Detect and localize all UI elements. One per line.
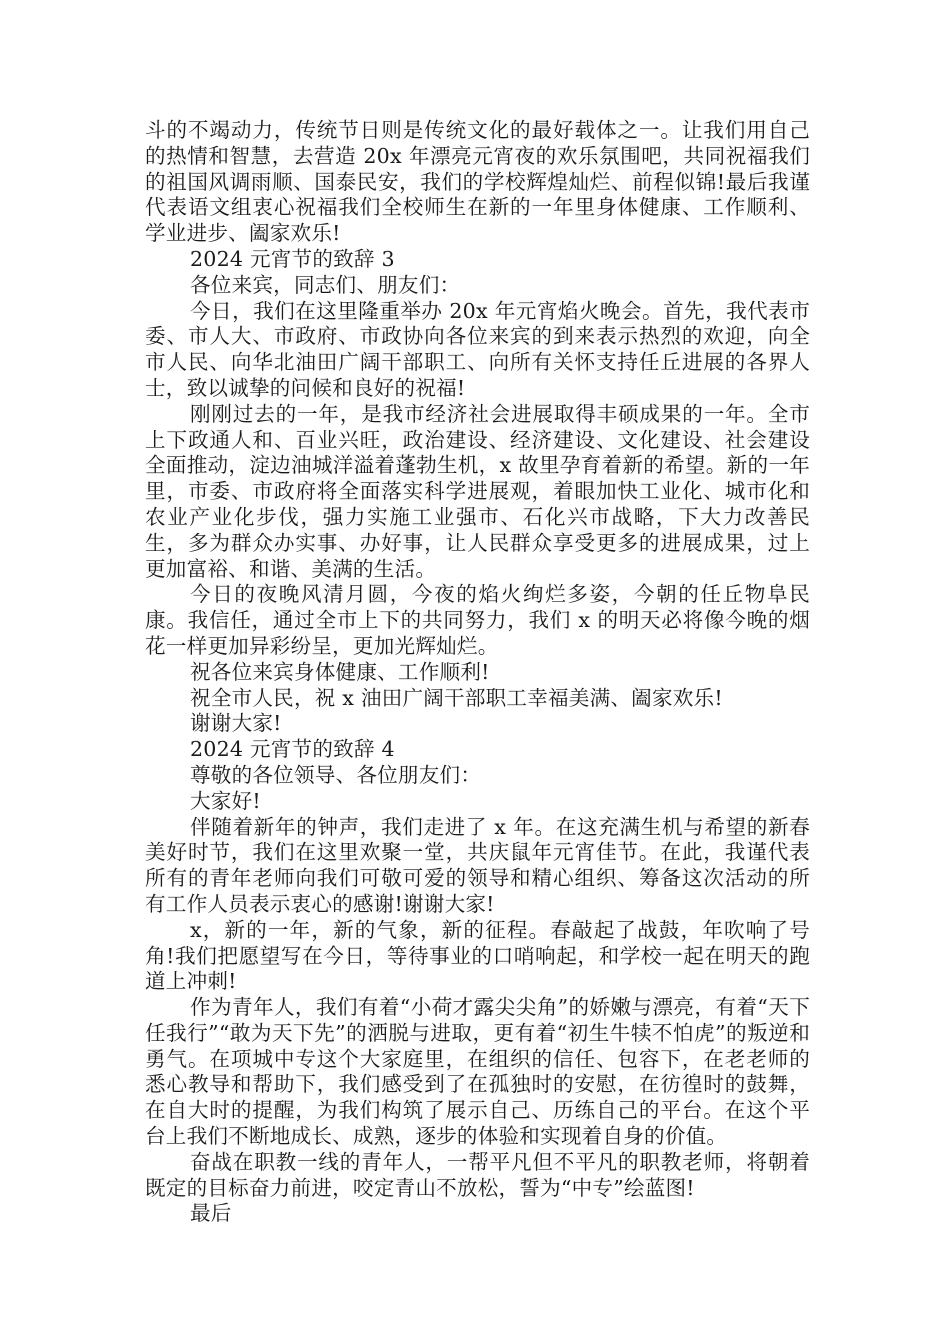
paragraph: 祝全市人民，祝 x 油田广阔干部职工幸福美满、阖家欢乐! xyxy=(190,685,723,710)
paragraph: 最后 xyxy=(190,1201,232,1226)
paragraph: 斗的不竭动力，传统节日则是传统文化的最好载体之一。让我们用自己的热情和智慧，去营造 20x 年漂亮元宵夜的欢乐氛围吧，共同祝福我们的祖国风调雨顺、国泰民安，我们的学校辉煌灿烂、前程似锦!最后我谨代表语文组衷心祝福我们全校师生在新的一年里身体健康、工作顺利、学业进步、阖家欢乐! xyxy=(145,118,810,246)
salutation: 尊敬的各位领导、各位朋友们： xyxy=(190,762,482,787)
paragraph: 今日的夜晚风清月圆，今夜的焰火绚烂多姿，今朝的任丘物阜民康。我信任，通过全市上下的共同努力，我们 x 的明天必将像今晚的烟花一样更加异彩纷呈，更加光辉灿烂。 xyxy=(145,582,810,658)
paragraph: 作为青年人，我们有着“小荷才露尖尖角”的娇嫩与漂亮，有着“天下任我行”“敢为天下先”的洒脱与进取，更有着“初生牛犊不怕虎”的叛逆和勇气。在项城中专这个大家庭里，在组织的信任、包容下，在老老师的悉心教导和帮助下，我们感受到了在孤独时的安慰，在彷徨时的鼓舞，在自大时的提醒，为我们构筑了展示自己、历练自己的平台。在这个平台上我们不断地成长、成熟，逐步的体验和实现着自身的价值。 xyxy=(145,995,810,1149)
section-heading: 2024 元宵节的致辞 3 xyxy=(190,246,395,271)
section-heading: 2024 元宵节的致辞 4 xyxy=(190,737,395,762)
paragraph: 刚刚过去的一年，是我市经济社会进展取得丰硕成果的一年。全市上下政通人和、百业兴旺，政治建设、经济建设、文化建设、社会建设全面推动，淀边油城洋溢着蓬勃生机，x 故里孕育着新的希望。新的一年里，市委、市政府将全面落实科学进展观，着眼加快工业化、城市化和农业产业化步伐，强力实施工业强市、石化兴市战略，下大力改善民生，多为群众办实事、办好事，让人民群众享受更多的进展成果，过上更加富裕、和谐、美满的生活。 xyxy=(145,401,810,581)
paragraph: x，新的一年，新的气象，新的征程。春敲起了战鼓，年吹响了号角!我们把愿望写在今日，等待事业的口哨响起，和学校一起在明天的跑道上冲刺! xyxy=(145,917,810,994)
greeting: 大家好! xyxy=(190,788,261,813)
paragraph: 伴随着新年的钟声，我们走进了 x 年。在这充满生机与希望的新春美好时节，我们在这里欢聚一堂，共庆鼠年元宵佳节。在此，我谨代表所有的青年老师向我们可敬可爱的领导和精心组织、筹备这次活动的所有工作人员表示衷心的感谢!谢谢大家! xyxy=(145,814,810,916)
paragraph: 今日，我们在这里隆重举办 20x 年元宵焰火晚会。首先，我代表市委、市人大、市政府、市政协向各位来宾的到来表示热烈的欢迎，向全市人民、向华北油田广阔干部职工、向所有关怀支持任丘进展的各界人士，致以诚挚的问候和良好的祝福! xyxy=(145,298,810,400)
salutation: 各位来宾，同志们、朋友们： xyxy=(190,272,461,297)
paragraph: 谢谢大家! xyxy=(190,711,282,736)
paragraph: 奋战在职教一线的青年人，一帮平凡但不平凡的职教老师，将朝着既定的目标奋力前进，咬定青山不放松，誓为“中专”绘蓝图! xyxy=(145,1149,810,1200)
document-body xyxy=(145,118,810,1227)
paragraph: 祝各位来宾身体健康、工作顺利! xyxy=(190,659,490,684)
